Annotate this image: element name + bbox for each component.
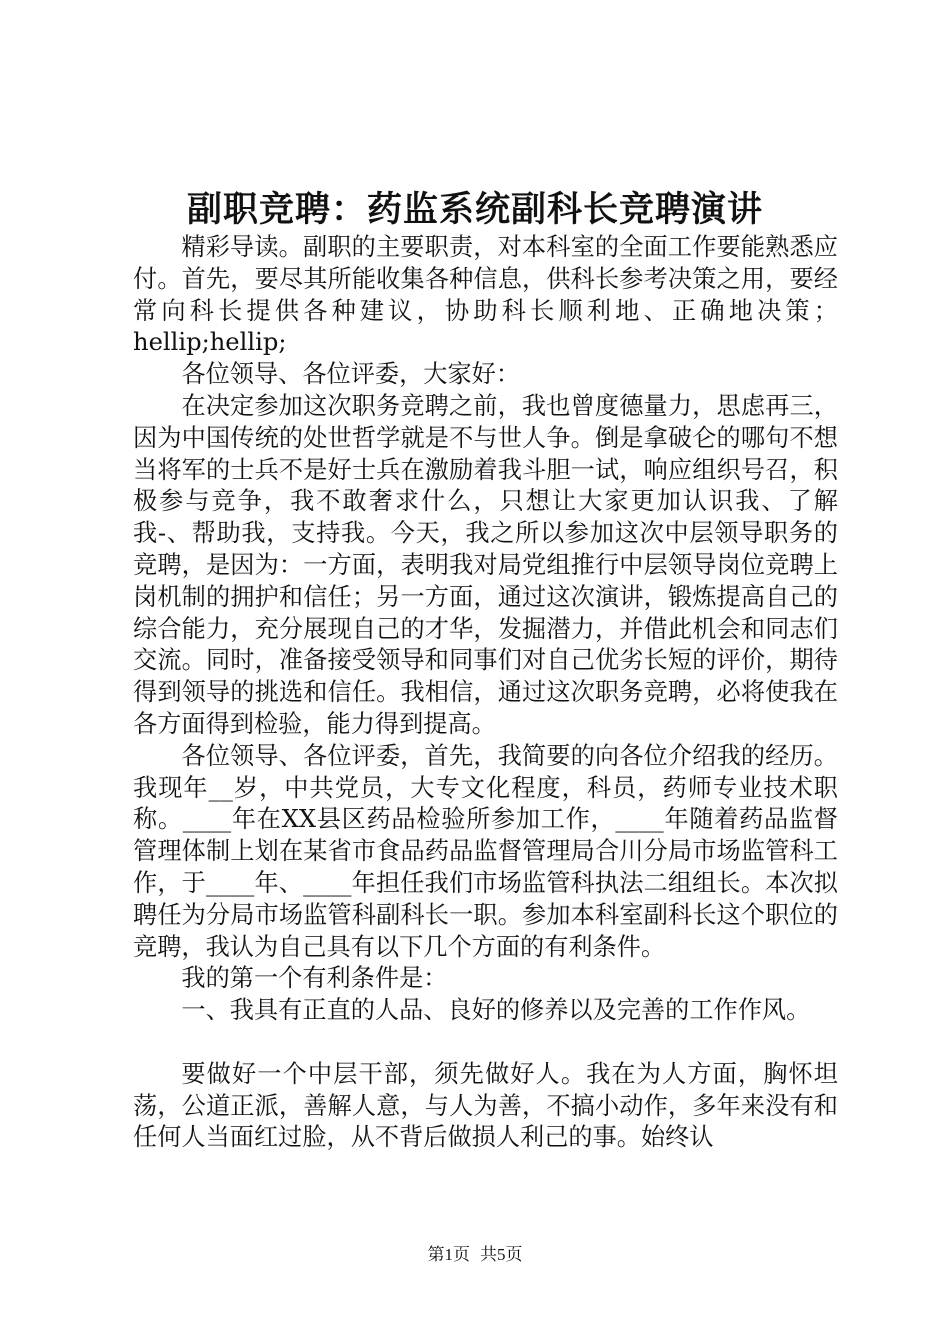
page-total: 共5页	[480, 1245, 523, 1264]
document-body	[133, 232, 838, 1154]
paragraph-first-advantage-heading: 一、我具有正直的人品、良好的修养以及完善的工作作风。	[181, 996, 811, 1025]
paragraph-experience: 各位领导、各位评委，首先，我简要的向各位介绍我的经历。我现年__岁，中共党员，大专文化程度，科员，药师专业技术职称。____年在XX县区药品检验所参加工作，____年随着药品监督管理体制上划在某省市食品药品监督管理局合川分局市场监管科工作，于____年、____年担任我们市场监管科执法二组组长。本次拟聘任为分局市场监管科副科长一职。参加本科室副科长这个职位的竞聘，我认为自己具有以下几个方面的有利条件。	[133, 741, 838, 961]
paragraph-motivation: 在决定参加这次职务竞聘之前，我也曾度德量力，思虑再三，因为中国传统的处世哲学就是不与世人争。倒是拿破仑的哪句不想当将军的士兵不是好士兵在激励着我斗胆一试，响应组织号召，积极参与竞争，我不敢奢求什么，只想让大家更加认识我、了解我-、帮助我，支持我。今天，我之所以参加这次中层领导职务的竞聘，是因为：一方面，表明我对局党组推行中层领导岗位竞聘上岗机制的拥护和信任；另一方面，通过这次演讲，锻炼提高自己的综合能力，充分展现自己的才华，发掘潜力，并借此机会和同志们交流。同时，准备接受领导和同事们对自己优劣长短的评价，期待得到领导的挑选和信任。我相信，通过这次职务竞聘，必将使我在各方面得到检验，能力得到提高。	[133, 391, 838, 738]
paragraph-intro: 精彩导读。副职的主要职责，对本科室的全面工作要能熟悉应付。首先，要尽其所能收集各种信息，供科长参考决策之用，要经常向科长提供各种建议，协助科长顺利地、正确地决策；hellip;hellip;	[133, 233, 838, 357]
blank-line	[133, 1027, 838, 1059]
document-title: 副职竞聘：药监系统副科长竞聘演讲	[186, 189, 763, 230]
paragraph-character: 要做好一个中层干部，须先做好人。我在为人方面，胸怀坦荡，公道正派，善解人意，与人为善，不搞小动作，多年来没有和任何人当面红过脸，从不背后做损人利己的事。始终认	[133, 1059, 838, 1152]
paragraph-greeting: 各位领导、各位评委，大家好：	[181, 360, 521, 389]
page-number: 第1页	[427, 1245, 470, 1264]
page-footer	[0, 1243, 950, 1267]
paragraph-first-advantage-intro: 我的第一个有利条件是：	[181, 964, 448, 993]
